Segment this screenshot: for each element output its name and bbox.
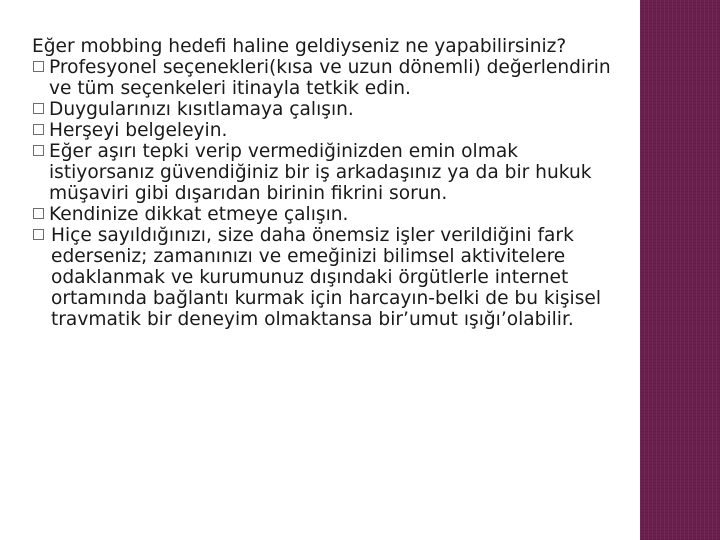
slide-body xyxy=(32,36,628,330)
intro-question: Eğer mobbing hedefi haline geldiyseniz ne yapabilirsiniz? xyxy=(32,36,567,57)
list-item xyxy=(32,204,628,225)
list-item-text: Hiçe sayıldığınızı, size daha önemsiz işler verildiğini fark ederseniz; zamanınızı ve emeğinizi bilimsel aktivitelere odaklanmak ve kurumunuz dışındaki örgütlerle internet ortamında bağlantı kurmak için harcayın-belki de bu kişisel travmatik bir deneyim olmaktansa bir’umut ışığı’olabilir. xyxy=(51,225,601,330)
square-bullet-icon xyxy=(33,145,44,156)
square-bullet-icon xyxy=(33,229,44,240)
square-bullet-icon xyxy=(33,103,44,114)
list-item xyxy=(32,141,628,204)
list-item xyxy=(32,120,628,141)
list-item xyxy=(32,225,628,330)
decorative-side-band xyxy=(640,0,720,540)
list-item xyxy=(32,99,628,120)
square-bullet-icon xyxy=(33,124,44,135)
square-bullet-icon xyxy=(33,61,44,72)
list-item-text: Profesyonel seçenekleri(kısa ve uzun dönemli) değerlendirin ve tüm seçenkeleri itinayla tetkik edin. xyxy=(49,57,611,99)
list-item-text: Eğer aşırı tepki verip vermediğinizden emin olmak istiyorsanız güvendiğiniz bir iş arkadaşınız ya da bir hukuk müşaviri gibi dışarıdan birinin fikrini sorun. xyxy=(49,141,592,204)
list-item-text: Kendinize dikkat etmeye çalışın. xyxy=(49,204,349,225)
list-item xyxy=(32,57,628,99)
list-item-text: Herşeyi belgeleyin. xyxy=(49,120,228,141)
square-bullet-icon xyxy=(33,208,44,219)
list-item-text: Duygularınızı kısıtlamaya çalışın. xyxy=(49,99,354,120)
